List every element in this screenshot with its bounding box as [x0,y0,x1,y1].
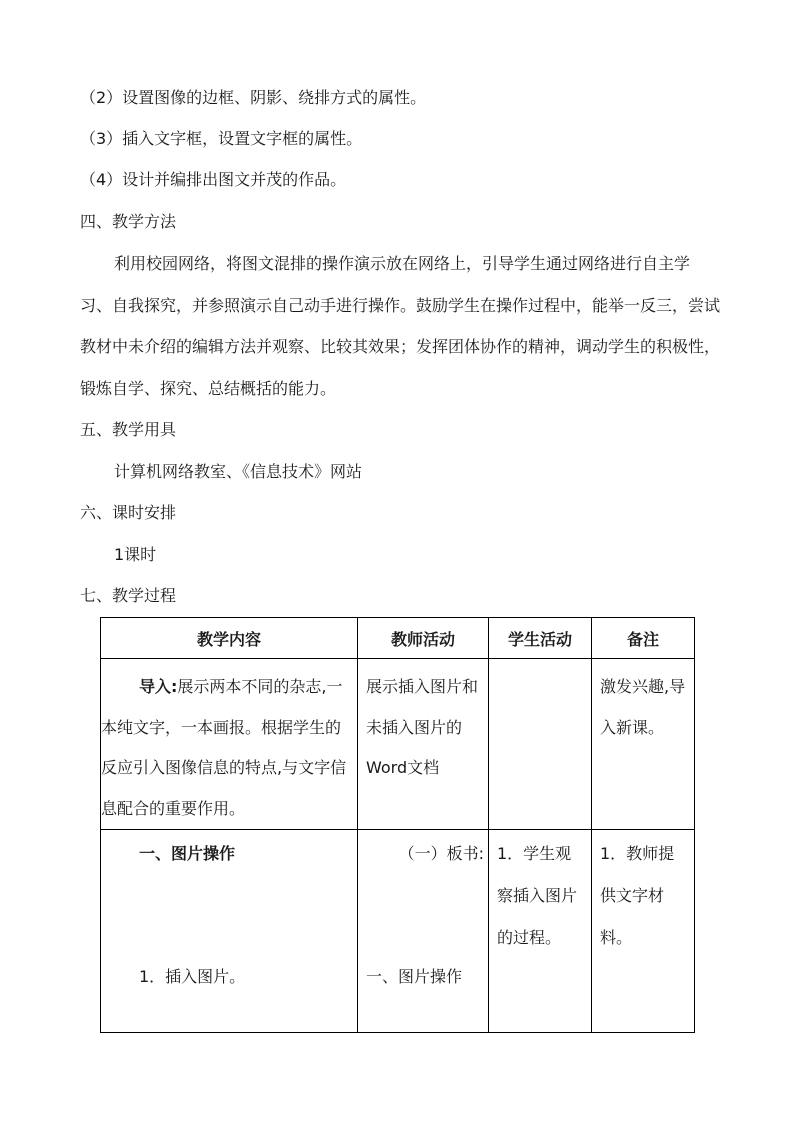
board-note: （一）板书: [398,844,484,863]
header-student: 学生活动 [489,618,592,659]
tools-heading: 五、教学用具 [80,420,177,439]
method-text: 利用校园网络，将图文混排的操作演示放在网络上，引导学生通过网络进行自主学习、自我探究，并参照演示自己动手进行操作。鼓励学生在操作过程中，能举一反三，尝试教材中未介绍的编辑方法并观察、比较其效果；发挥团体协作的精神，调动学生的积极性，锻炼自学、探究、总结概括的能力。 [80,254,721,398]
note-text: 激发兴趣,导入新课。 [600,677,686,737]
intro-label: 导入: [139,677,178,696]
table-row [101,830,695,1033]
schedule-text: 1课时 [114,545,157,564]
header-teacher: 教师活动 [358,618,489,659]
objective-4: （4）设计并编排出图文并茂的作品。 [80,170,347,189]
note-text: 1．教师提供文字材料。 [600,844,675,947]
cell-teacher [358,830,489,1033]
method-paragraph [80,243,720,409]
student-activity-text [489,659,591,667]
section-subitem: 1．插入图片。 [139,967,246,986]
teaching-process-table [100,617,695,1033]
header-note: 备注 [592,618,695,659]
cell-content [101,659,358,830]
schedule-heading: 六、课时安排 [80,503,177,522]
objective-3: （3）插入文字框，设置文字框的属性。 [80,129,363,148]
teacher-activity-text: 展示插入图片和未插入图片的Word文档 [366,677,479,777]
method-heading: 四、教学方法 [80,212,177,231]
intro-text: 展示两本不同的杂志,一本纯文字，一本画报。根据学生的反应引入图像信息的特点,与文字信息配合的重要作用。 [101,677,347,818]
cell-content [101,830,358,1033]
cell-student [489,659,592,830]
objective-2: （2）设置图像的边框、阴影、绕排方式的属性。 [80,88,427,107]
board-item: 一、图片操作 [366,967,463,986]
table-row [101,659,695,830]
student-activity-text: 1．学生观察插入图片的过程。 [497,844,578,947]
cell-note [592,830,695,1033]
cell-note [592,659,695,830]
cell-teacher [358,659,489,830]
section-heading: 一、图片操作 [139,844,236,863]
cell-student [489,830,592,1033]
process-heading: 七、教学过程 [80,586,177,605]
table-header-row [101,618,695,659]
header-content: 教学内容 [101,618,358,659]
tools-text: 计算机网络教室、《信息技术》网站 [114,462,363,481]
